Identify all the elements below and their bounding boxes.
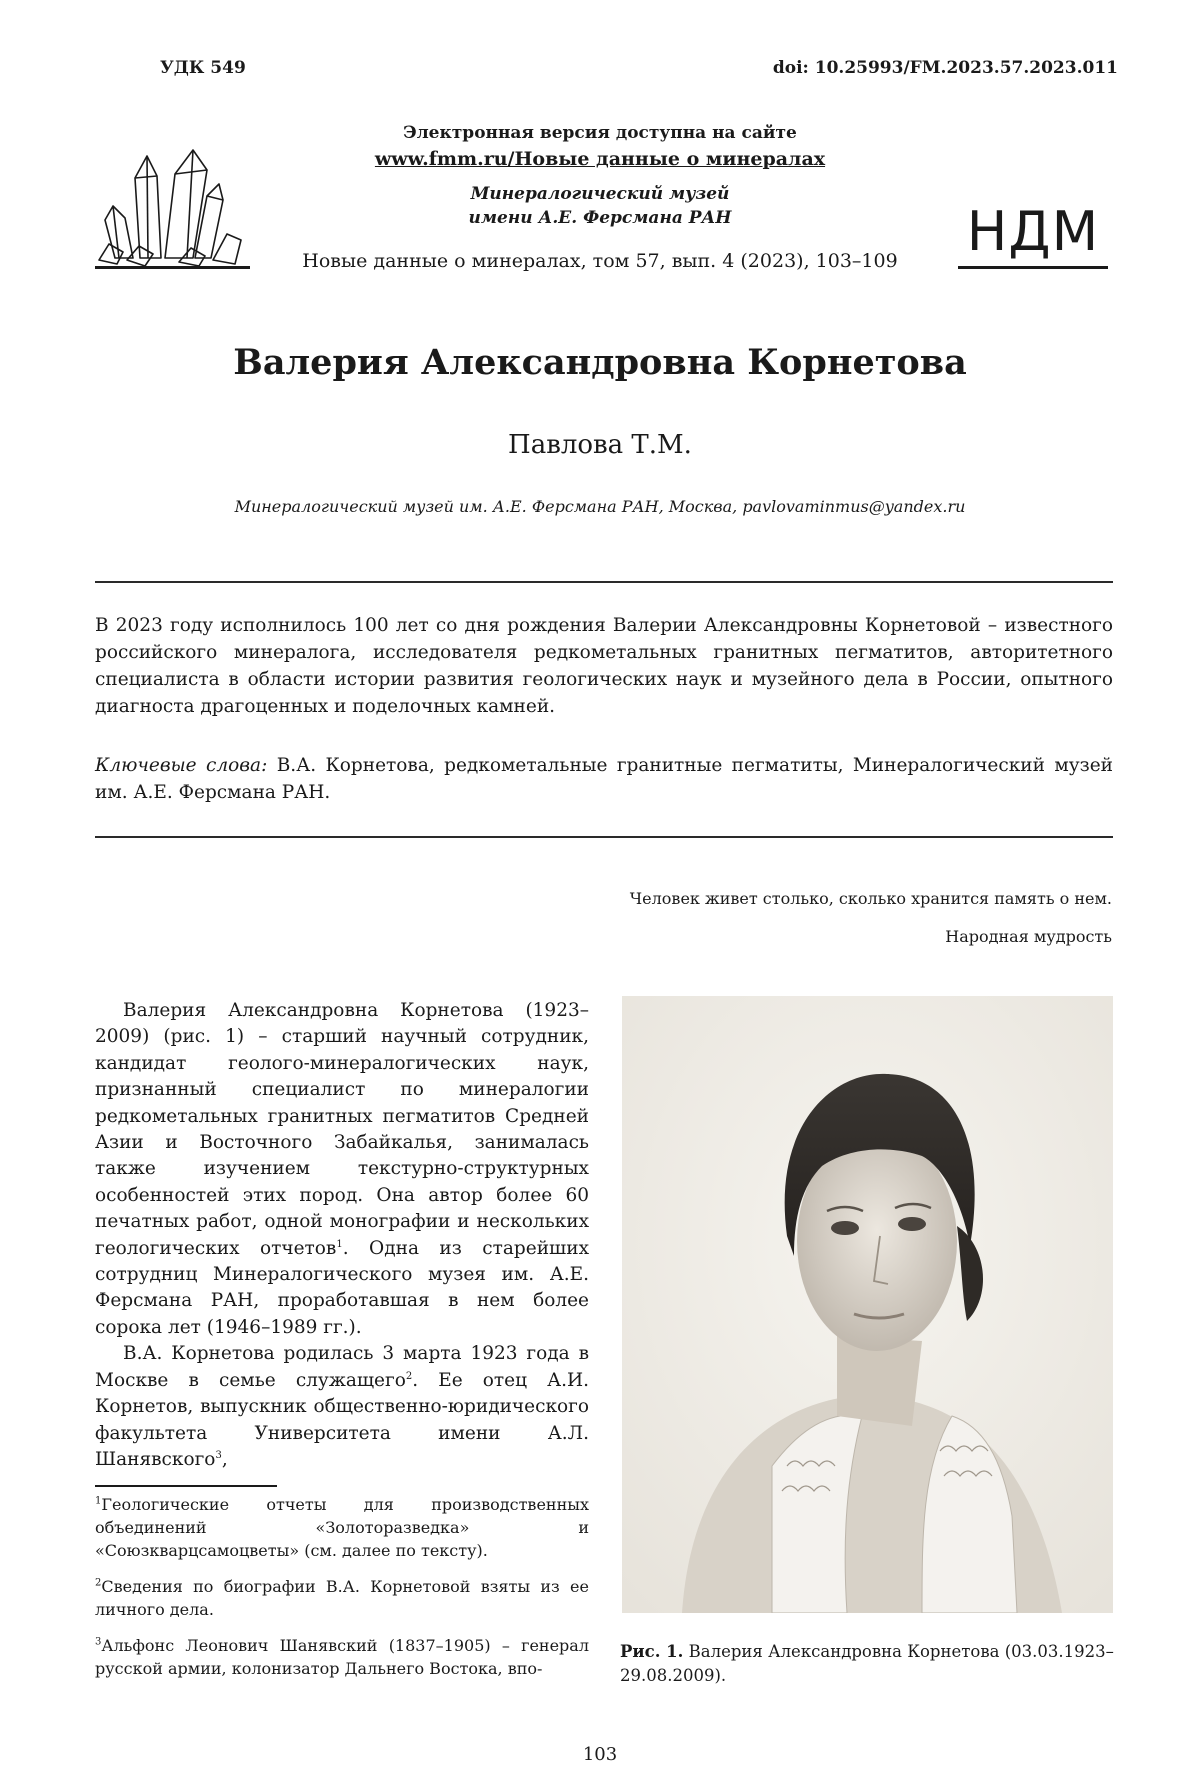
footnote-ref[interactable]: 2 — [405, 1370, 413, 1382]
keywords — [95, 752, 1113, 806]
footnote-ref[interactable]: 1 — [336, 1238, 343, 1250]
journal-citation: Новые данные о минералах, том 57, вып. 4 (2023), 103–109 — [302, 250, 898, 272]
body-paragraph: Валерия Александровна Корнетова (1923–2009) (рис. 1) – старший научный сотрудник, кандидат геолого-минералогических наук, признанный специалист по минералогии редкометальных гранитных пегматитов Средней Азии и Восточного Забайкалья, занималась также изучением текстурно-структурных особенностей этих пород. Она автор более 60 печатных работ, одной монографии и нескольких геологических отчетов$^1$. Одна из старейших сотрудниц Минералогического музея им. А.Е. Ферсмана РАН, проработавшая в нем более сорока лет (1946–1989 гг.). — [95, 1000, 590, 1338]
figure-caption-text: Валерия Александровна Корнетова (03.03.1923–29.08.2009). — [620, 1642, 1114, 1685]
journal-logo: НДМ — [966, 200, 1100, 263]
udk-code: УДК 549 — [160, 58, 246, 78]
epigraph-quote: Человек живет столько, сколько хранится память о нем. — [629, 889, 1112, 908]
divider-bottom — [95, 836, 1113, 838]
footnote: $^2$Сведения по биографии В.А. Корнетовой взяты из ее личного дела. — [95, 1577, 589, 1619]
logo-underline — [95, 266, 250, 269]
footnote-rule — [95, 1485, 277, 1487]
abstract: В 2023 году исполнилось 100 лет со дня рождения Валерии Александровны Корнетовой – известного российского минералога, исследователя редкометальных гранитных пегматитов, авторитетного специалиста в области истории развития геологических наук и музейного дела в России, опытного диагноста драгоценных и поделочных камней. — [95, 615, 1113, 717]
journal-logo-underline — [958, 266, 1108, 269]
footnote-ref[interactable]: 3 — [215, 1449, 222, 1461]
author-affiliation: Минералогический музей им. А.Е. Ферсмана РАН, Москва, pavlovaminmus@yandex.ru — [234, 497, 966, 516]
journal-website-link[interactable]: www.fmm.ru/Новые данные о минералах — [374, 148, 826, 170]
article-title: Валерия Александровна Корнетова — [233, 342, 967, 383]
page-number: 103 — [582, 1744, 618, 1765]
epigraph — [630, 880, 1112, 956]
footnote: $^1$Геологические отчеты для производственных объединений «Золоторазведка» и «Союзкварцсамоцветы» (см. далее по тексту). — [95, 1495, 589, 1560]
keywords-label: Ключевые слова: — [95, 755, 268, 776]
availability-note: Электронная версия доступна на сайте — [403, 123, 797, 143]
figure-label: Рис. 1. — [620, 1642, 684, 1661]
doi: doi: 10.25993/FM.2023.57.2023.011 — [772, 58, 1118, 78]
footnotes — [95, 1493, 589, 1680]
epigraph-source: Народная мудрость — [945, 927, 1112, 946]
museum-name-line2: имени А.Е. Ферсмана РАН — [468, 208, 732, 228]
body-paragraph: В.А. Корнетова родилась 3 марта 1923 года в Москве в семье служащего$^2$. Ее отец А.И. Корнетов, выпускник общественно-юридического факультета Университета имени А.Л. Шанявского$^3$, — [95, 1343, 589, 1470]
crystal-cluster-icon — [95, 148, 250, 268]
article-author: Павлова Т.М. — [508, 430, 692, 460]
museum-name-line1: Минералогический музей — [470, 184, 730, 204]
keywords-list: В.А. Корнетова, редкометальные гранитные пегматиты, Минералогический музей им. А.Е. Ферсмана РАН. — [95, 755, 1114, 803]
body-column — [95, 998, 589, 1473]
footnote: $^3$Альфонс Леонович Шанявский (1837–1905) – генерал русской армии, колонизатор Дальнего Востока, впо- — [95, 1636, 589, 1678]
portrait-photo — [622, 996, 1113, 1613]
figure-caption — [620, 1640, 1120, 1688]
divider-top — [95, 581, 1113, 583]
